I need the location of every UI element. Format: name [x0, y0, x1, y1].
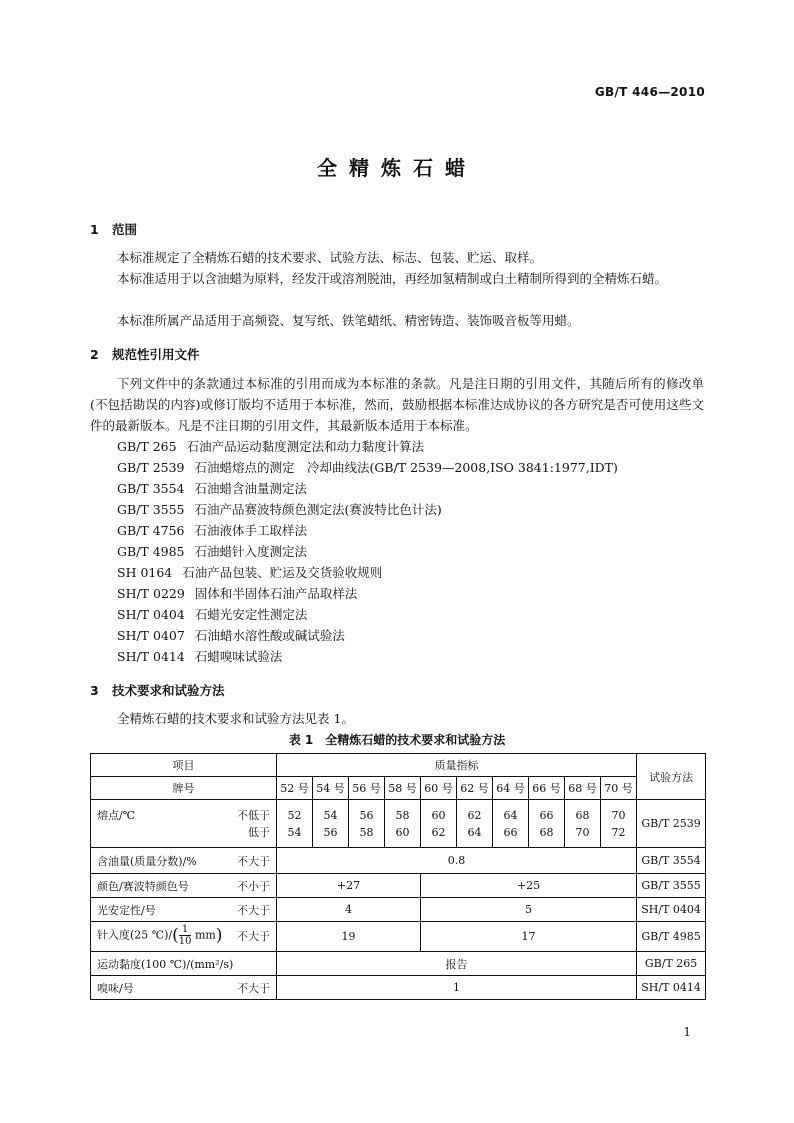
reference-code: GB/T 265 [117, 439, 177, 454]
reference-title: 石油产品包装、贮运及交货验收规则 [182, 565, 383, 580]
grade-cell: 66 号 [529, 777, 565, 800]
fraction-denominator: 10 [178, 935, 192, 947]
limit-label: 低于 [248, 825, 270, 839]
row-label: 针入度(25 ℃)/( $\frac{1}{10}$ mm) 不大于 [91, 922, 277, 952]
table-row-oil [91, 848, 706, 874]
value-cell: 17 [421, 922, 637, 952]
range-cell [529, 800, 565, 848]
max-value: 62 [431, 825, 446, 839]
table-grade-row [91, 777, 706, 800]
paragraph: 本标准所属产品适用于高频瓷、复写纸、铁笔蜡纸、精密铸造、装饰吸音板等用蜡。 [117, 313, 580, 328]
max-value: 70 [575, 825, 590, 839]
reference-item [117, 541, 307, 562]
section-number: 3 [90, 683, 99, 698]
min-value: 60 [431, 808, 446, 822]
range-cell [493, 800, 529, 848]
reference-code: GB/T 3554 [117, 481, 185, 496]
section-3-heading [90, 681, 225, 699]
header-method: 试验方法 [637, 754, 706, 800]
grade-cell: 54 号 [313, 777, 349, 800]
min-value: 58 [395, 808, 410, 822]
method-cell: GB/T 2539 [637, 800, 706, 848]
section-number: 1 [90, 222, 99, 237]
grade-cell: 58 号 [385, 777, 421, 800]
paragraph: 本标准规定了全精炼石蜡的技术要求、试验方法、标志、包装、贮运、取样。 [117, 250, 543, 265]
grade-cell: 64 号 [493, 777, 529, 800]
min-value: 70 [611, 808, 626, 822]
table-row-penetration [91, 922, 706, 952]
reference-item [117, 499, 442, 520]
max-value: 72 [611, 825, 626, 839]
reference-code: SH/T 0404 [117, 607, 185, 622]
value-cell: +25 [421, 874, 637, 898]
document-title: 全精炼石蜡 [317, 156, 477, 180]
reference-code: GB/T 3555 [117, 502, 185, 517]
row-label [91, 898, 277, 922]
range-cell [457, 800, 493, 848]
row-label [91, 800, 277, 848]
max-value: 58 [359, 825, 374, 839]
reference-item [117, 604, 307, 625]
method-cell: SH/T 0414 [637, 976, 706, 1000]
paragraph: 全精炼石蜡的技术要求和试验方法见表 1。 [117, 711, 354, 726]
section-title: 范围 [112, 222, 138, 237]
value-cell: +27 [277, 874, 421, 898]
reference-title: 固体和半固体石油产品取样法 [194, 586, 358, 601]
min-value: 68 [575, 808, 590, 822]
range-cell [565, 800, 601, 848]
reference-title: 石蜡嗅味试验法 [194, 649, 283, 664]
item-label: 嗅味/号 [97, 981, 134, 995]
item-unit: mm [194, 928, 216, 941]
item-label: 颜色/赛波特颜色号 [97, 879, 189, 893]
reference-item [117, 436, 424, 457]
spec-table [90, 753, 706, 1000]
paragraph: 下列文件中的条款通过本标准的引用而成为本标准的条款。凡是注日期的引用文件，其随后所有的修改单(不包括勘误的内容)或修订版均不适用于本标准，然而，鼓励根据本标准达成协议的各方研究是否可使用这些文件的最新版本。凡是不注日期的引用文件，其最新版本适用于本标准。 [90, 376, 704, 433]
table-row-odor [91, 976, 706, 1000]
section-title: 技术要求和试验方法 [112, 683, 225, 698]
range-cell [349, 800, 385, 848]
value-cell: 0.8 [277, 848, 637, 874]
table-row-color [91, 874, 706, 898]
grade-cell: 70 号 [601, 777, 637, 800]
item-label: 运动黏度(100 ℃)/(mm²/s) [97, 957, 234, 971]
reference-title: 石油液体手工取样法 [194, 523, 308, 538]
limit-label: 不大于 [237, 981, 270, 995]
method-cell: SH/T 0404 [637, 898, 706, 922]
reference-code: SH/T 0229 [117, 586, 185, 601]
table-row-viscosity [91, 952, 706, 976]
page-number: 1 [683, 1025, 691, 1039]
value-cell: 1 [277, 976, 637, 1000]
value-cell: 4 [277, 898, 421, 922]
table-row-melting [91, 800, 706, 848]
grade-cell: 62 号 [457, 777, 493, 800]
reference-code: SH 0164 [117, 565, 173, 580]
reference-code: GB/T 4756 [117, 523, 185, 538]
limit-label: 不小于 [237, 879, 270, 893]
row-label [91, 976, 277, 1000]
header-grade: 牌号 [91, 777, 277, 800]
reference-item [117, 646, 282, 667]
limit-label: 不大于 [237, 903, 270, 917]
method-cell: GB/T 3554 [637, 848, 706, 874]
min-value: 54 [323, 808, 338, 822]
max-value: 60 [395, 825, 410, 839]
range-cell [421, 800, 457, 848]
table-header-row [91, 754, 706, 777]
reference-item [117, 457, 618, 478]
table-row-light [91, 898, 706, 922]
section-title: 规范性引用文件 [112, 347, 200, 362]
item-label: 光安定性/号 [97, 903, 156, 917]
limit-label: 不大于 [237, 854, 270, 868]
reference-item [117, 583, 357, 604]
max-value: 66 [503, 825, 518, 839]
grade-cell: 52 号 [277, 777, 313, 800]
reference-code: SH/T 0414 [117, 649, 185, 664]
reference-title: 石油产品运动黏度测定法和动力黏度计算法 [186, 439, 425, 454]
min-value: 66 [539, 808, 554, 822]
section-2-heading [90, 345, 200, 363]
fraction [179, 924, 192, 947]
reference-code: GB/T 2539 [117, 460, 185, 475]
fraction-numerator: 1 [179, 924, 192, 936]
min-value: 52 [287, 808, 302, 822]
table-caption [0, 731, 794, 748]
range-cell [385, 800, 421, 848]
row-label [91, 848, 277, 874]
value-cell: 5 [421, 898, 637, 922]
row-label [91, 952, 277, 976]
header-quality: 质量指标 [277, 754, 637, 777]
reference-title: 石油蜡水溶性酸或碱试验法 [194, 628, 345, 643]
reference-item [117, 625, 345, 646]
row-label [91, 874, 277, 898]
min-value: 56 [359, 808, 374, 822]
range-cell [277, 800, 313, 848]
method-cell: GB/T 3555 [637, 874, 706, 898]
reference-item [117, 478, 307, 499]
max-value: 56 [323, 825, 338, 839]
min-value: 62 [467, 808, 482, 822]
item-label: 针入度(25 ℃)/ [97, 928, 173, 941]
method-cell: GB/T 4985 [637, 922, 706, 952]
section-1-heading [90, 220, 137, 238]
reference-item [117, 520, 307, 541]
header-item: 项目 [91, 754, 277, 777]
reference-code: SH/T 0407 [117, 628, 185, 643]
table-number: 表 1 [288, 733, 314, 747]
range-cell [313, 800, 349, 848]
grade-cell: 68 号 [565, 777, 601, 800]
reference-title: 石油蜡熔点的测定 冷却曲线法(GB/T 2539—2008,ISO 3841:1977,IDT) [194, 460, 618, 475]
reference-title: 石油蜡针入度测定法 [194, 544, 308, 559]
table-title: 全精炼石蜡的技术要求和试验方法 [325, 733, 506, 747]
value-cell: 报告 [277, 952, 637, 976]
limit-label: 不大于 [237, 929, 270, 943]
standard-number: GB/T 446—2010 [594, 85, 705, 99]
item-label: 含油量(质量分数)/% [97, 854, 197, 868]
method-cell: GB/T 265 [637, 952, 706, 976]
reference-title: 石油蜡含油量测定法 [194, 481, 308, 496]
max-value: 54 [287, 825, 302, 839]
paragraph: 本标准适用于以含油蜡为原料，经发汗或溶剂脱油，再经加氢精制或白土精制所得到的全精炼石蜡。 [117, 271, 668, 286]
grade-cell: 60 号 [421, 777, 457, 800]
max-value: 64 [467, 825, 482, 839]
reference-title: 石油产品赛波特颜色测定法(赛波特比色计法) [194, 502, 442, 517]
section-number: 2 [90, 347, 99, 362]
reference-title: 石蜡光安定性测定法 [194, 607, 308, 622]
limit-label: 不低于 [237, 808, 270, 822]
reference-item [117, 562, 382, 583]
min-value: 64 [503, 808, 518, 822]
max-value: 68 [539, 825, 554, 839]
range-cell [601, 800, 637, 848]
value-cell: 19 [277, 922, 421, 952]
reference-code: GB/T 4985 [117, 544, 185, 559]
item-label: 熔点/℃ [97, 808, 136, 822]
grade-cell: 56 号 [349, 777, 385, 800]
